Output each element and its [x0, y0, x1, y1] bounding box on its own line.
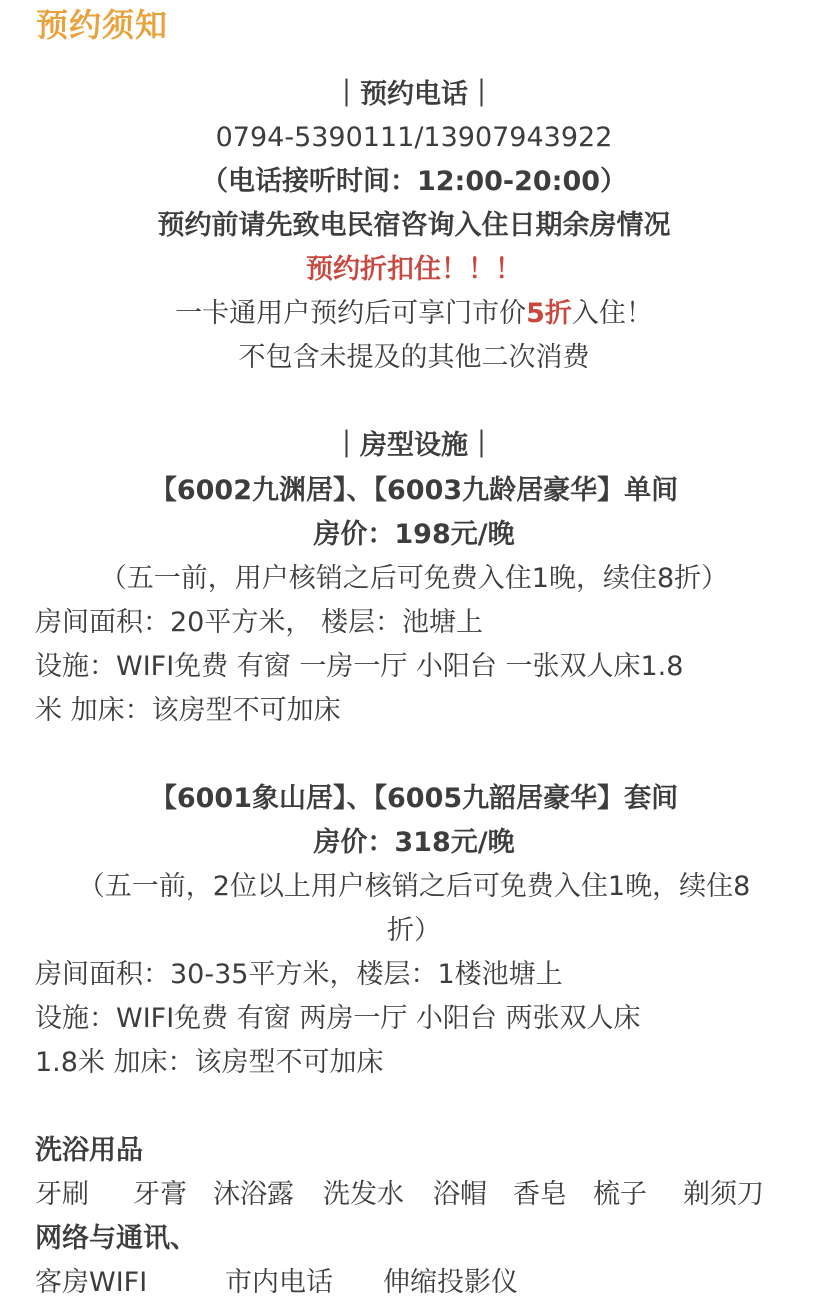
network-header: 网络与通讯、 [35, 1223, 197, 1254]
toiletries-header: 洗浴用品 [35, 1135, 143, 1166]
room1-name: 【6002九渊居】、【6003九龄居豪华】单间 [149, 475, 679, 506]
booking-discount [0, 294, 828, 334]
room2-area: 房间面积：30-35平方米，楼层：1楼池塘上 [35, 959, 563, 990]
booking-promo: 预约折扣住！！！ [306, 254, 522, 285]
room2-offer: （五一前，2位以上用户核销之后可免费入住1晚，续住8 [77, 871, 751, 902]
booking-note: 预约前请先致电民宿咨询入住日期余房情况 [157, 210, 671, 241]
room2-offer-cont: 折） [387, 915, 441, 946]
discount-post: 入住！ [571, 298, 653, 329]
list-item: 浴帽 [433, 1179, 487, 1210]
page-title: 预约须知 [36, 6, 169, 44]
list-item: 剃须刀 [683, 1179, 764, 1210]
list-item: 客房WIFI [35, 1267, 148, 1298]
discount-pre: 一卡通用户预约后可享门市价 [175, 298, 527, 329]
room1-facilities-cont: 米 加床：该房型不可加床 [35, 695, 341, 726]
list-item: 牙刷 [35, 1179, 89, 1210]
list-item: 牙膏 [133, 1179, 187, 1210]
booking-header: ｜预约电话｜ [333, 79, 495, 110]
booking-exclusion: 不包含未提及的其他二次消费 [238, 342, 590, 373]
room1-price: 房价：198元/晚 [313, 519, 515, 550]
room2-facilities-cont: 1.8米 加床：该房型不可加床 [35, 1047, 384, 1078]
room1-offer: （五一前，用户核销之后可免费入住1晚，续住8折） [99, 563, 729, 594]
list-item: 洗发水 [323, 1179, 404, 1210]
list-item: 市内电话 [225, 1267, 333, 1298]
list-item: 香皂 [513, 1179, 567, 1210]
room1-area: 房间面积：20平方米， 楼层：池塘上 [35, 607, 483, 638]
toiletries-list [35, 1175, 815, 1215]
list-item: 梳子 [593, 1179, 647, 1210]
discount-value: 5折 [526, 298, 572, 329]
room2-facilities: 设施：WIFI免费 有窗 两房一厅 小阳台 两张双人床 [35, 1003, 641, 1034]
network-list [35, 1263, 815, 1303]
booking-phone: 0794-5390111/13907943922 [215, 122, 613, 153]
room2-price: 房价：318元/晚 [313, 827, 515, 858]
list-item: 沐浴露 [213, 1179, 294, 1210]
list-item: 伸缩投影仪 [383, 1267, 518, 1298]
room1-facilities: 设施：WIFI免费 有窗 一房一厅 小阳台 一张双人床1.8 [35, 651, 684, 682]
room2-name: 【6001象山居】、【6005九韶居豪华】套间 [149, 783, 679, 814]
rooms-header: ｜房型设施｜ [333, 430, 495, 461]
booking-hours: （电话接听时间：12:00-20:00） [200, 166, 628, 197]
